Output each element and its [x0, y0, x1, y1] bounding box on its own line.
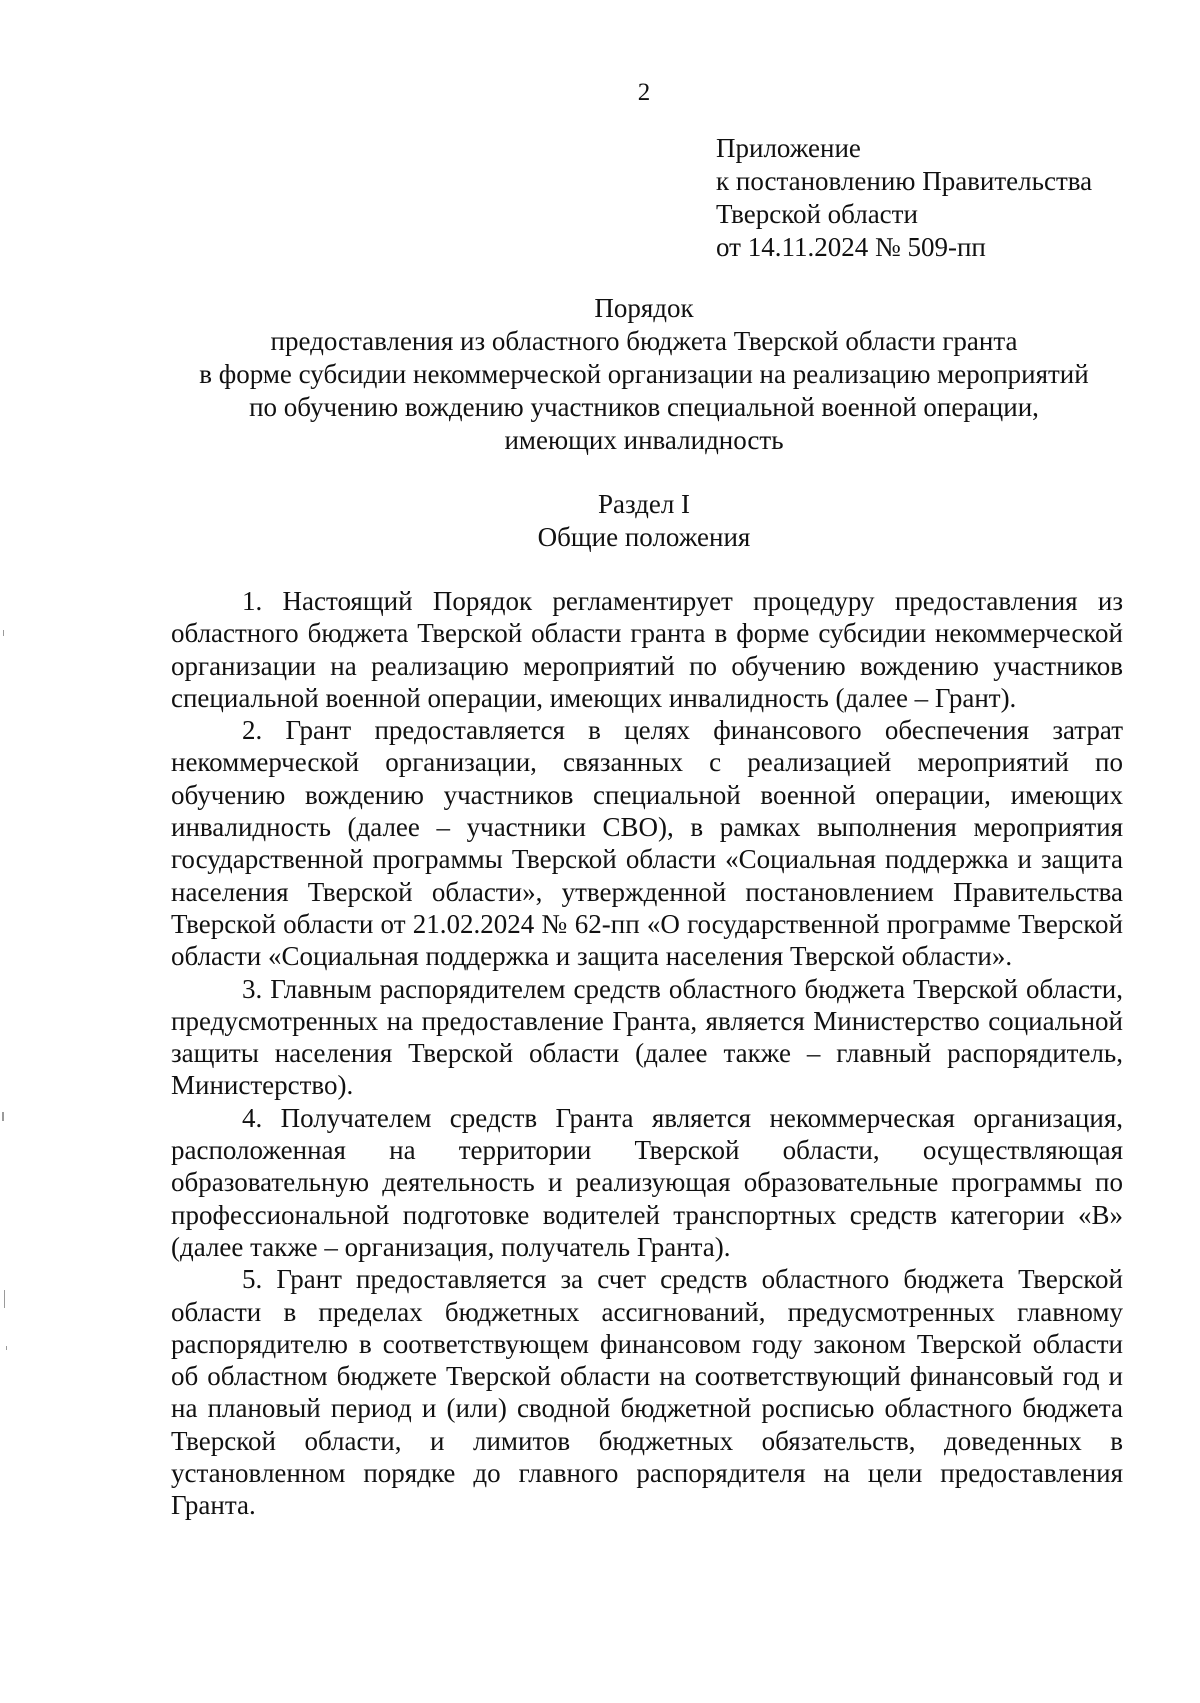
title-line: предоставления из областного бюджета Тверской области гранта: [270, 326, 1018, 356]
appendix-line: к постановлению Правительства: [716, 166, 1093, 196]
appendix-block: [716, 132, 1156, 264]
document-title: [150, 292, 1138, 457]
paragraph-4: 4. Получателем средств Гранта является некоммерческая организация, расположенная на территории Тверской области, осуществляющая образовательную деятельность и реализующая образовательные программы по профессиональной подготовке водителей транспортных средств категории «В» (далее также – организация, получатель Гранта).: [171, 1102, 1123, 1262]
paragraph-3: 3. Главным распорядителем средств областного бюджета Тверской области, предусмотренных на предоставление Гранта, является Министерство социальной защиты населения Тверской области (далее также – главный распорядитель, Министерство).: [171, 973, 1123, 1101]
title-line: имеющих инвалидность: [504, 425, 784, 455]
section-name: Общие положения: [537, 522, 751, 552]
title-line: в форме субсидии некоммерческой организации на реализацию мероприятий: [199, 359, 1089, 389]
paragraph-1: 1. Настоящий Порядок регламентирует процедуру предоставления из областного бюджета Тверской области гранта в форме субсидии некоммерческой организации на реализацию мероприятий по обучению вождению участников специальной военной операции, имеющих инвалидность (далее – Грант).: [171, 586, 1123, 713]
appendix-line: Приложение: [716, 133, 861, 163]
scan-artifact: [6, 1346, 7, 1350]
title-heading: Порядок: [594, 293, 694, 323]
page-number: 2: [637, 79, 651, 106]
scan-artifact: [4, 1290, 5, 1308]
scan-artifact: [2, 1112, 4, 1121]
document-body: [171, 585, 1123, 1522]
section-number: Раздел I: [597, 489, 691, 519]
appendix-date-number: от 14.11.2024 № 509-пп: [716, 232, 986, 262]
paragraph-5: 5. Грант предоставляется за счет средств областного бюджета Тверской области в пределах бюджетных ассигнований, предусмотренных главному распорядителю в соответствующем финансовом году законом Тверской области об областном бюджете Тверской области на соответствующий финансовый год и на плановый период и (или) сводной бюджетной росписью областного бюджета Тверской области, и лимитов бюджетных обязательств, доведенных в установленном порядке до главного распорядителя на цели предоставления Гранта.: [171, 1264, 1123, 1521]
appendix-line: Тверской области: [716, 199, 918, 229]
title-line: по обучению вождению участников специальной военной операции,: [249, 392, 1039, 422]
scan-artifact: [3, 630, 4, 636]
paragraph-2: 2. Грант предоставляется в целях финансового обеспечения затрат некоммерческой организации, связанных с реализацией мероприятий по обучению вождению участников специальной военной операции, имеющих инвалидность (далее – участники СВО), в рамках выполнения мероприятия государственной программы Тверской области «Социальная поддержка и защита населения Тверской области», утвержденной постановлением Правительства Тверской области от 21.02.2024 № 62-пп «О государственной программе Тверской области «Социальная поддержка и защита населения Тверской области».: [171, 715, 1123, 972]
section-heading: [150, 488, 1138, 554]
